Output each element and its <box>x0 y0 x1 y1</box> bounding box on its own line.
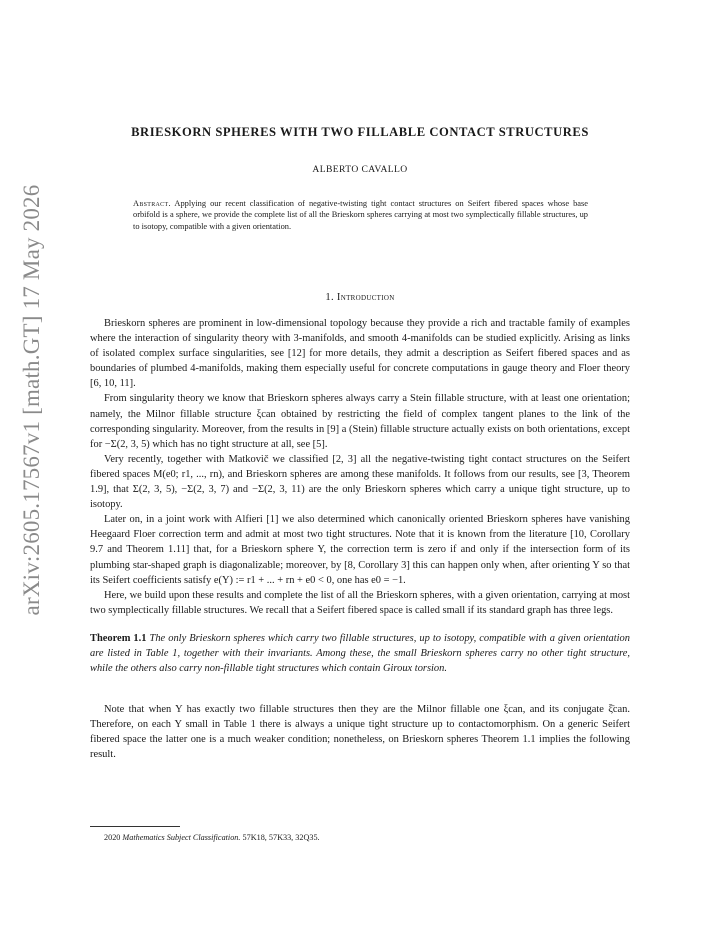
abstract-text: Applying our recent classification of negative-twisting tight contact structures on Seifert fibered spaces whose base orbifold is a sphere, we provide the complete list of all the Brieskorn spheres carrying at most two symplectically fillable structures, up to isotopy, compatible with a given orientation. <box>133 199 588 231</box>
section-heading <box>90 292 630 303</box>
paragraph: Here, we build upon these results and complete the list of all the Brieskorn spheres, with a given orientation, carrying at most two symplectically fillable structures. We recall that a Seifert fibered space is called small if its standard graph has three legs. <box>90 589 630 616</box>
paragraph: From singularity theory we know that Brieskorn spheres always carry a Stein fillable structure, with at least one orientation; namely, the Milnor fillable structure ξcan obtained by restricting the field of complex tangent planes to the link of the corresponding singularity. Moreover, from the results in [9] a (Stein) fillable structure actually exists on both orientations, except for −Σ(2, 3, 5) which has no tight structure at all, see [5]. <box>90 393 630 450</box>
theorem-body: The only Brieskorn spheres which carry two fillable structures, up to isotopy, compatible with a given orientation are listed in Table 1, together with their invariants. Among these, the small Brieskorn spheres carry no other tight structure, while the others also carry non-fillable tight structures which contain Giroux torsion. <box>90 633 630 675</box>
arxiv-stamp-text: arXiv:2605.17567v1 [math.GT] 17 May 2026 <box>19 184 44 616</box>
paragraph: Note that when Y has exactly two fillable structures then they are the Milnor fillable one ξcan, and its conjugate ξ̄can. Therefore, on each Y small in Table 1 there is always a unique tight structure up to contactomorphism. On a generic Seifert fibered space the latter one is a much weaker condition; nonetheless, on Brieskorn spheres Theorem 1.1 implies the following result. <box>90 704 630 761</box>
section-title: Introduction <box>336 292 395 303</box>
footnote-rule <box>90 826 180 827</box>
paragraph: Very recently, together with Matkovič we classified [2, 3] all the negative-twisting tight contact structures on the Seifert fibered spaces M(e0; r1, ..., rn), and Brieskorn spheres are among these manifolds. It follows from our results, see [3, Theorem 1.9], that Σ(2, 3, 5), −Σ(2, 3, 7) and −Σ(2, 3, 11) are the only Brieskorn spheres which carry a unique tight structure, up to isotopy. <box>90 453 630 511</box>
footnote-label: Mathematics Subject Classification. <box>122 833 241 842</box>
arxiv-stamp <box>14 140 50 660</box>
theorem-1-1 <box>90 631 630 676</box>
theorem-head: Theorem 1.1 <box>90 633 147 644</box>
abstract <box>133 198 588 232</box>
footnote-year: 2020 <box>104 833 121 842</box>
footnote <box>104 833 624 842</box>
section-number: 1. <box>325 292 334 303</box>
footnote-codes: 57K18, 57K33, 32Q35. <box>242 833 320 842</box>
paragraph: Brieskorn spheres are prominent in low-dimensional topology because they provide a rich and tractable family of examples where the interaction of singularity theory with 3-manifolds, and smooth 4-manifolds can be studied explicitly. Arising as links of isolated complex surface singularities, see [12] for more details, they admit a description as Seifert fibered spaces and as boundaries of plumbed 4-manifolds, making them especially useful for concrete computations in gauge theory and Floer theory [6, 10, 11]. <box>90 318 630 390</box>
introduction-body <box>90 316 630 618</box>
paper-title: BRIESKORN SPHERES WITH TWO FILLABLE CONTACT STRUCTURES <box>131 125 589 139</box>
closing-body <box>90 702 630 762</box>
paper-author: ALBERTO CAVALLO <box>312 164 408 175</box>
paragraph: Later on, in a joint work with Alfieri [1] we also determined which canonically oriented Brieskorn spheres have vanishing Heegaard Floer correction term and admit at most two tight structures. Note that it is known from the literature [10, Corollary 9.7 and Theorem 1.11] that, for a Brieskorn sphere Y, the correction term is zero if and only if the intersection form of its plumbing star-shaped graph is diagonalizable; moreover, by [8, Corollary 3] this can happen only when, after orienting Y so that its Seifert coefficients satisfy e(Y) := r1 + ... + rn + e0 < 0, one has e0 = −1. <box>90 514 630 586</box>
abstract-label: Abstract. <box>133 199 171 208</box>
